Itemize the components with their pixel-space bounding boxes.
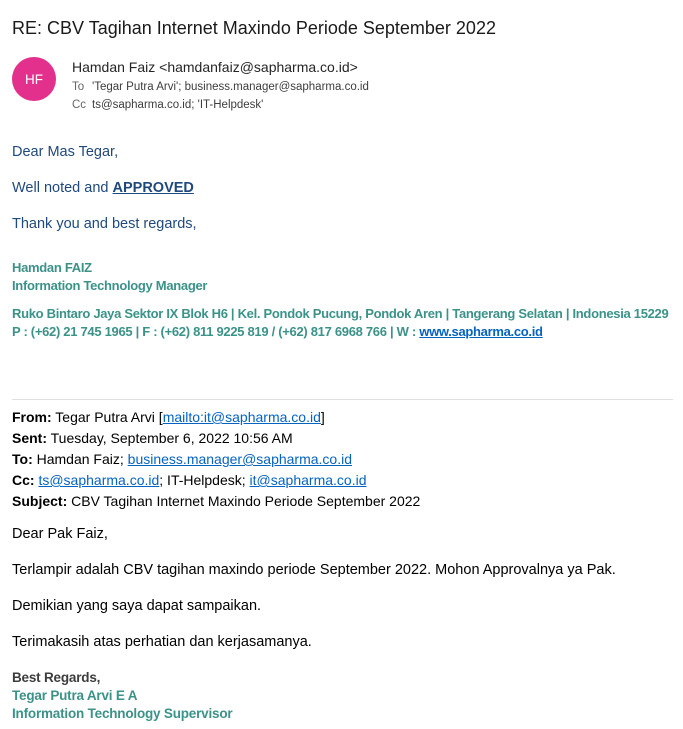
quoted-greeting: Dear Pak Faiz,: [12, 526, 108, 542]
from-label: From:: [12, 409, 52, 425]
quoted-cc-middle: ; IT-Helpdesk;: [159, 472, 250, 488]
signature-phones: P : (+62) 21 745 1965 | F : (+62) 811 9225 819 / (+62) 817 6968 766 | W :: [12, 324, 420, 339]
it-link[interactable]: it@sapharma.co.id: [249, 472, 367, 488]
sender-signature: [12, 259, 673, 341]
quoted-signature-name: [12, 687, 673, 705]
cc-row: [72, 97, 369, 113]
cc-recipients[interactable]: ts@sapharma.co.id; 'IT-Helpdesk': [92, 99, 264, 111]
quoted-signature-title: Information Technology Supervisor: [12, 706, 233, 721]
quoted-sig-first-name: Tegar: [12, 688, 47, 703]
quoted-to-name: Hamdan Faiz;: [32, 451, 128, 467]
from-name: Tegar Putra Arvi [: [51, 409, 163, 425]
to-row: [72, 79, 369, 95]
cc-label: Cc: [72, 99, 87, 111]
quoted-subject-row: [12, 491, 673, 512]
from-bracket: ]: [320, 409, 325, 425]
signature-contact: [12, 323, 673, 341]
to-label: To: [72, 81, 85, 93]
quoted-signature: [12, 669, 673, 723]
avatar-initials: HF: [25, 71, 43, 87]
quoted-cc-label: Cc:: [12, 472, 35, 488]
reply-greeting: Dear Mas Tegar,: [12, 144, 119, 160]
mailto-link[interactable]: mailto:it@sapharma.co.id: [162, 409, 321, 425]
quoted-message-divider: [12, 399, 673, 400]
business-manager-link[interactable]: business.manager@sapharma.co.id: [127, 451, 352, 467]
approval-line: [12, 179, 673, 197]
signature-address: Ruko Bintaro Jaya Sektor IX Blok H6 | Kel. Pondok Pucung, Pondok Aren | Tangerang Selatan | Indonesia 15229: [12, 306, 669, 321]
quoted-subject-label: Subject:: [12, 493, 68, 509]
quoted-para-1: Terlampir adalah CBV tagihan maxindo periode September 2022. Mohon Approvalnya ya Pak.: [12, 562, 616, 578]
sender-avatar[interactable]: [12, 57, 56, 101]
quoted-sent-row: [12, 428, 673, 449]
quoted-to-label: To:: [12, 451, 33, 467]
sent-value: Tuesday, September 6, 2022 10:56 AM: [47, 430, 293, 446]
ts-link[interactable]: ts@sapharma.co.id: [38, 472, 160, 488]
signature-job-title: Information Technology Manager: [12, 278, 208, 293]
signature-last-name: FAIZ: [64, 260, 92, 275]
reply-body: [12, 143, 673, 233]
quoted-sig-rest-name: Putra Arvi E A: [46, 688, 138, 703]
quoted-header: [12, 407, 673, 512]
quoted-para-3: Terimakasih atas perhatian dan kerjasamanya.: [12, 634, 312, 650]
quoted-body: [12, 525, 673, 723]
message-header: [12, 57, 673, 113]
website-link[interactable]: www.sapharma.co.id: [419, 324, 543, 339]
quoted-para-2: Demikian yang saya dapat sampaikan.: [12, 598, 262, 614]
quoted-from-row: [12, 407, 673, 428]
signature-first-name: Hamdan: [12, 260, 65, 275]
message-subject: RE: CBV Tagihan Internet Maxindo Periode September 2022: [12, 18, 496, 38]
quoted-cc-row: [12, 470, 673, 491]
quoted-subject-value: CBV Tagihan Internet Maxindo Periode September 2022: [67, 493, 421, 509]
reply-closing: Thank you and best regards,: [12, 216, 197, 232]
sender-name[interactable]: Hamdan Faiz <hamdanfaiz@sapharma.co.id>: [72, 59, 358, 75]
sender-block: [72, 57, 369, 113]
quoted-to-row: [12, 449, 673, 470]
signature-name: [12, 259, 673, 277]
quoted-regards: Best Regards,: [12, 670, 101, 685]
approved-text: APPROVED: [112, 180, 194, 196]
to-recipients[interactable]: 'Tegar Putra Arvi'; business.manager@sapharma.co.id: [92, 81, 369, 93]
approval-prefix: Well noted and: [12, 180, 113, 196]
sent-label: Sent:: [12, 430, 47, 446]
